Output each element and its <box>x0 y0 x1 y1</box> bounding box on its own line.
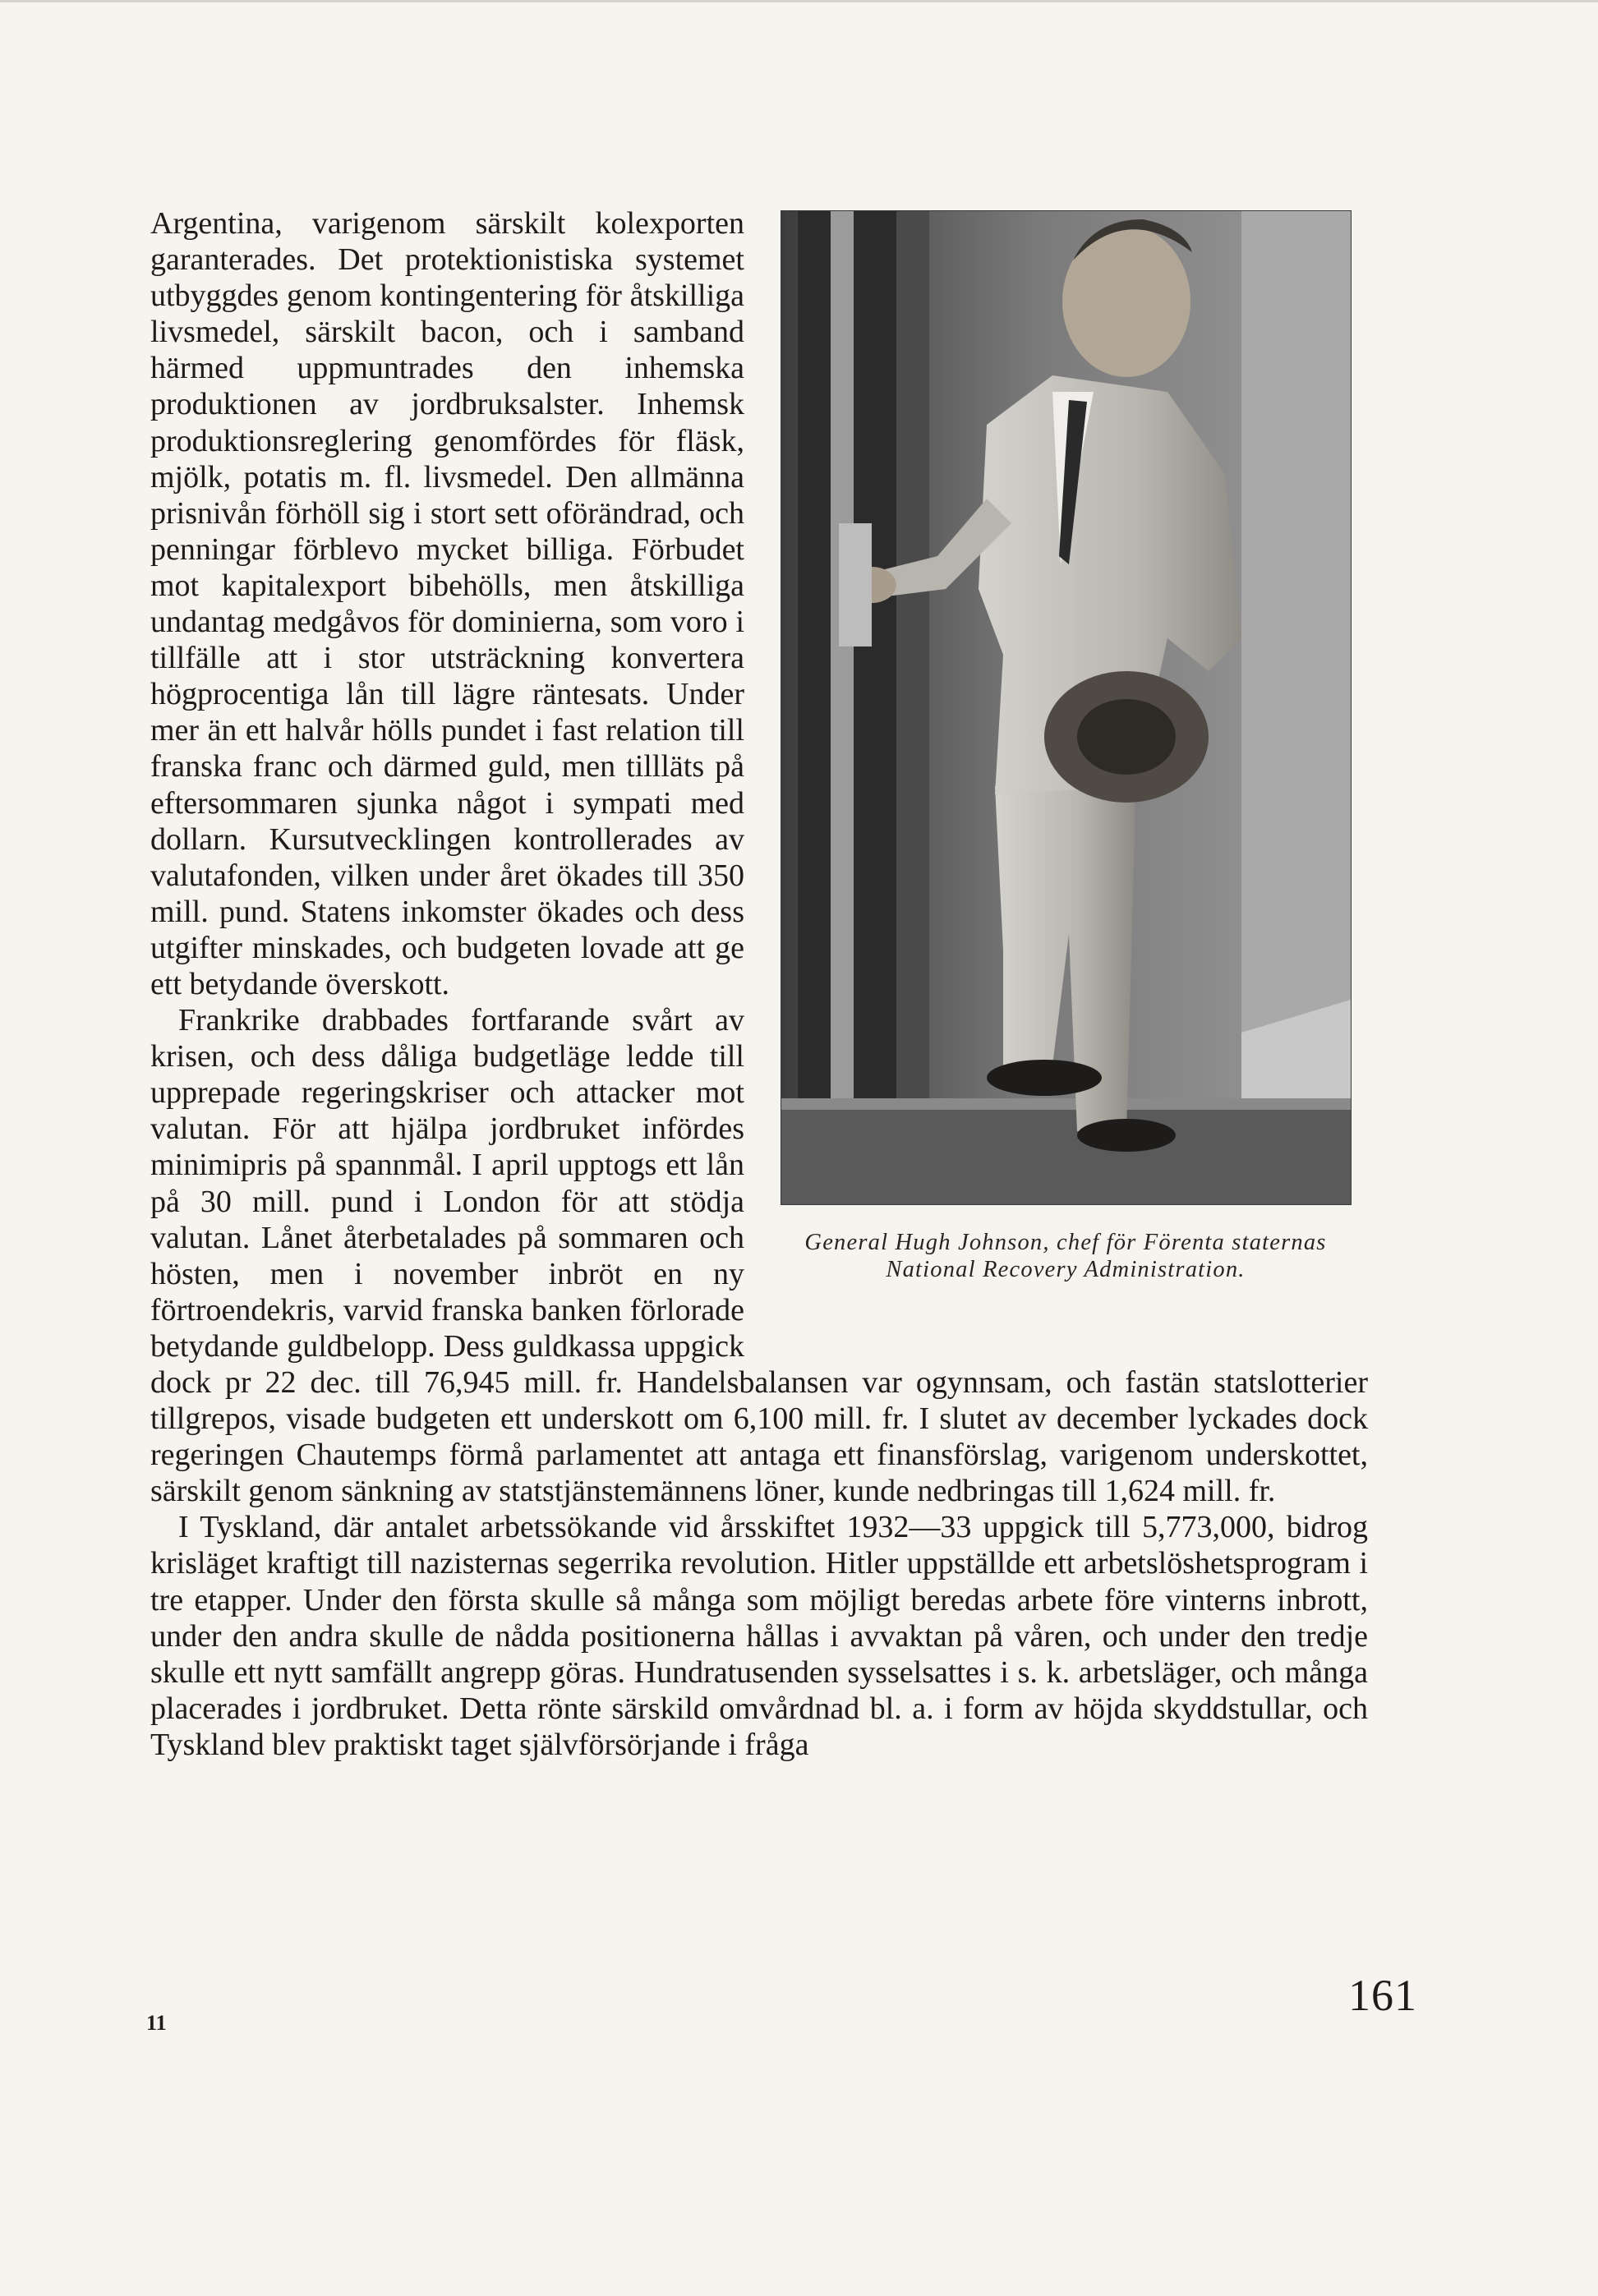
body-text <box>150 205 1368 1763</box>
photo-caption: General Hugh Johnson, chef för Förenta staternas National Recovery Administration. <box>804 1230 1327 1282</box>
photo-figure <box>781 210 1368 1334</box>
paragraph-3: I Tyskland, där antalet arbetssökande vid årsskiftet 1932—33 uppgick till 5,773,000, bidrog krisläget kraftigt till nazisternas segerrika revolution. Hitler uppställde ett arbetslöshetsprogram i tre etapper. Under den första skulle så många som möjligt beredas arbete före vinterns inbrott, under den andra skulle de nådda positionerna hållas i avvaktan på våren, och under den tredje skulle ett nytt samfällt angrepp göras. Hundratusenden sysselsattes i s. k. arbetsläger, och många placerades i jordbruket. Detta rönte särskild omvårdnad bl. a. i form av höjda skyddstullar, och Tyskland blev praktiskt taget självförsörjande i fråga <box>150 1510 1368 1762</box>
page-number: 161 <box>1348 1971 1417 2020</box>
paragraph-2: Frankrike drabbades fortfarande svårt av krisen, och dess dåliga budgetläge ledde till upprepade regeringskriser och attacker mot valutan. För att hjälpa jordbruket infördes minimipris på spannmål. I april upptogs ett lån på 30 mill. pund i London för att stödja valutan. Lånet återbetalades på sommaren och hösten, men i november inbröt en ny förtroendekris, varvid franska banken förlorade betydande guldbelopp. Dess guldkassa uppgick dock pr 22 dec. till 76,945 mill. fr. Handelsbalansen var ogynnsam, och fastän statslotterier tillgrepos, visade budgeten ett underskott om 6,100 mill. fr. I slutet av december lyckades dock regeringen Chautemps förmå parlamentet att antaga ett finansförslag, varigenom underskottet, särskilt genom sänkning av statstjänstemännens löner, kunde nedbringas till 1,624 mill. fr. <box>150 1003 1368 1509</box>
signature-mark: 11 <box>146 2011 167 2035</box>
photo-illustration <box>781 211 1351 1204</box>
top-rule <box>0 0 1598 2</box>
photograph <box>781 210 1352 1205</box>
paragraph-1: Argentina, varigenom särskilt kolexporten garanterades. Det protektionistiska systemet utbyggdes genom kontingentering för åtskilliga livsmedel, särskilt bacon, och i samband härmed uppmuntrades den inhemska produktionen av jordbruksalster. Inhemsk produktionsreglering genomfördes för fläsk, mjölk, potatis m. fl. livsmedel. Den allmänna prisnivån förhöll sig i stort sett oförändrad, och penningar förblevo mycket billiga. Förbudet mot kapitalexport bibehölls, men åtskilliga undantag medgåvos för dominierna, som voro i tillfälle att i stor utsträckning konvertera högprocentiga lån till lägre räntesats. Under mer än ett halvår hölls pundet i fast relation till franska franc och därmed guld, men tillläts på eftersommaren sjunka något i sympati med dollarn. Kursutvecklingen kontrollerades av valutafonden, vilken under året ökades till 350 mill. pund. Statens inkomster ökades och dess utgifter minskades, och budgeten lovade att ge ett betydande överskott. <box>150 206 744 1001</box>
